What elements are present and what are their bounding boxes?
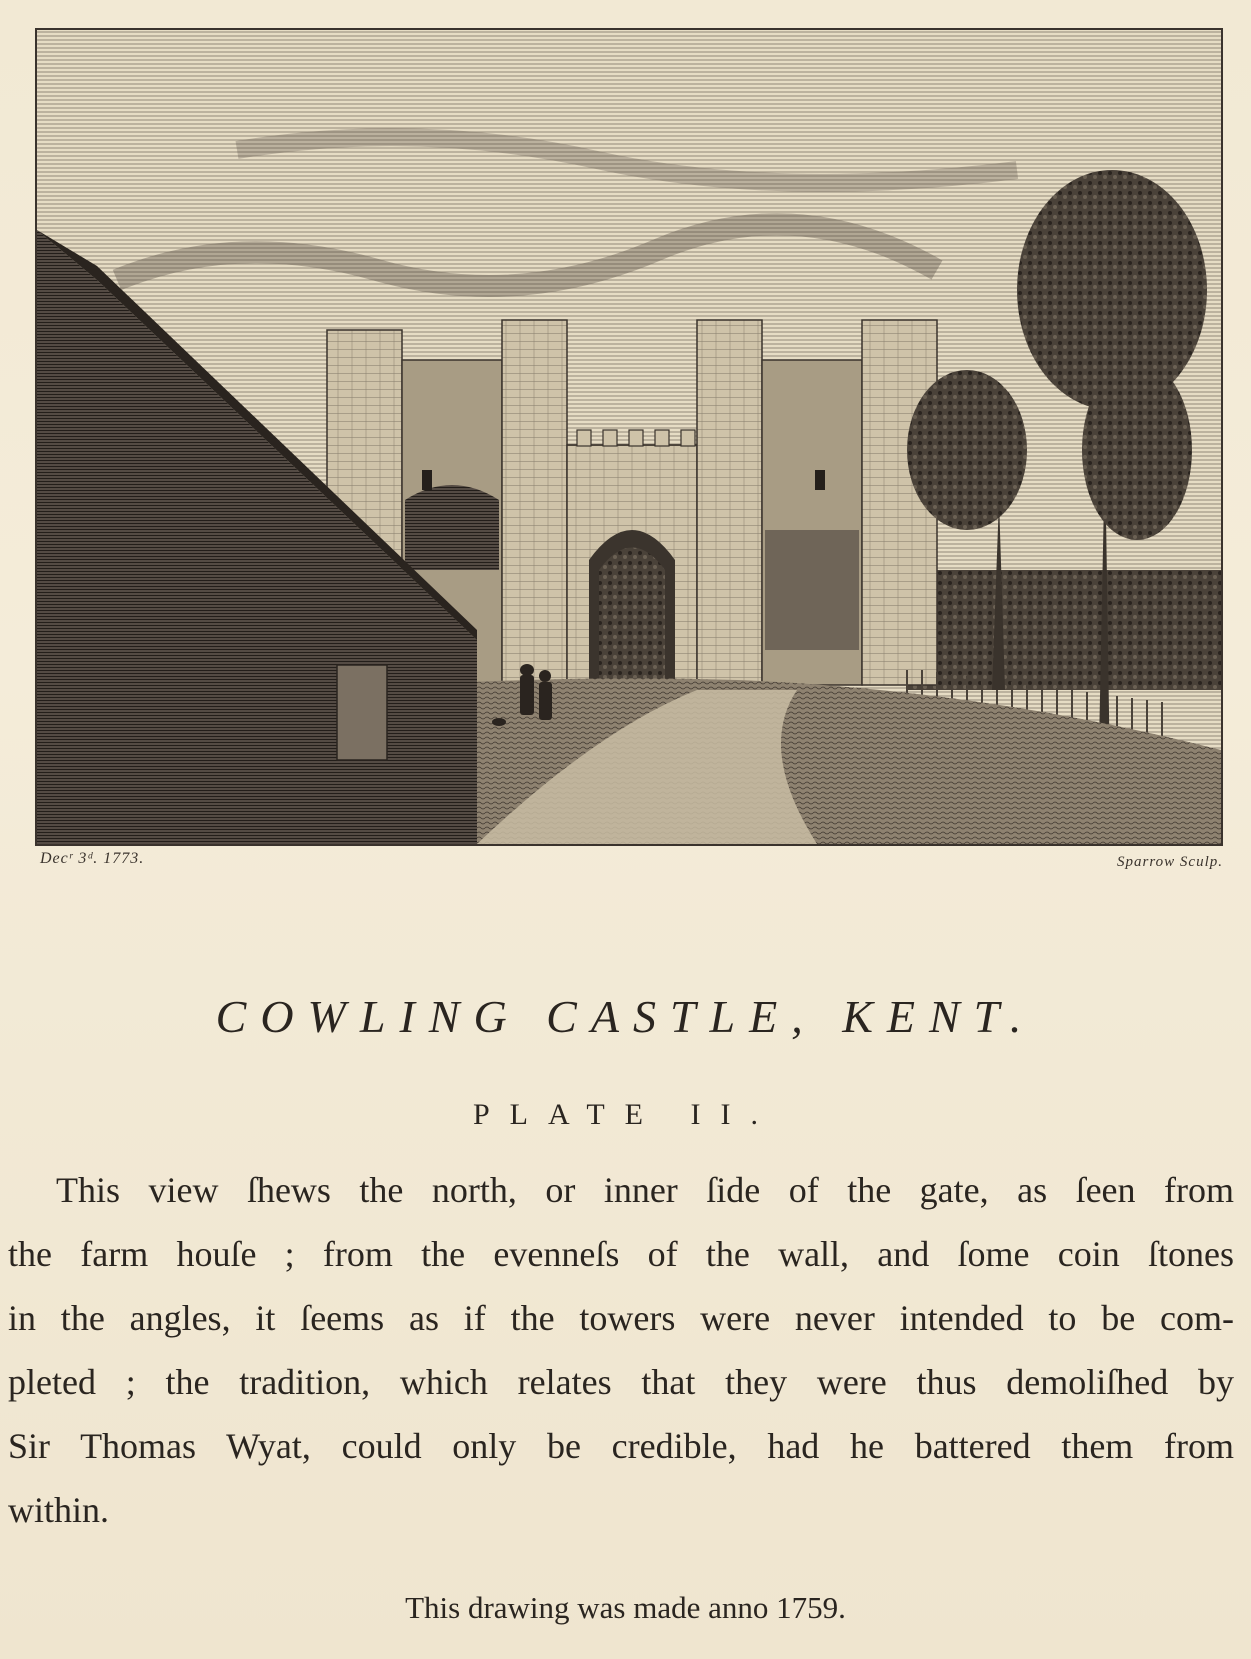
drawing-date-note: This drawing was made anno 1759.: [405, 1590, 846, 1625]
page-title: COWLING CASTLE, KENT.: [215, 991, 1036, 1042]
paragraph-line: in the angles, it ſeems as if the towers were never intended to be com-: [8, 1298, 1234, 1338]
description-paragraph: [8, 1158, 1234, 1542]
plate-number: PLATE II.: [473, 1098, 778, 1131]
date-inscription: Decʳ 3ᵈ. 1773.: [40, 850, 145, 867]
paragraph-line: pleted ; the tradition, which relates that they were thus demoliſhed by: [8, 1362, 1234, 1402]
engraver-inscription: Sparrow Sculp.: [1117, 854, 1223, 870]
paragraph-line: Sir Thomas Wyat, could only be credible, had he battered them from: [8, 1426, 1234, 1466]
paragraph-line: the farm houſe ; from the evenneſs of the wall, and ſome coin ſtones: [8, 1234, 1234, 1274]
paragraph-line: within.: [8, 1490, 110, 1530]
engraving-plate: [35, 28, 1223, 846]
paragraph-line: This view ſhews the north, or inner ſide of the gate, as ſeen from: [56, 1170, 1234, 1210]
castle-gatehouse-engraving: [37, 30, 1221, 844]
